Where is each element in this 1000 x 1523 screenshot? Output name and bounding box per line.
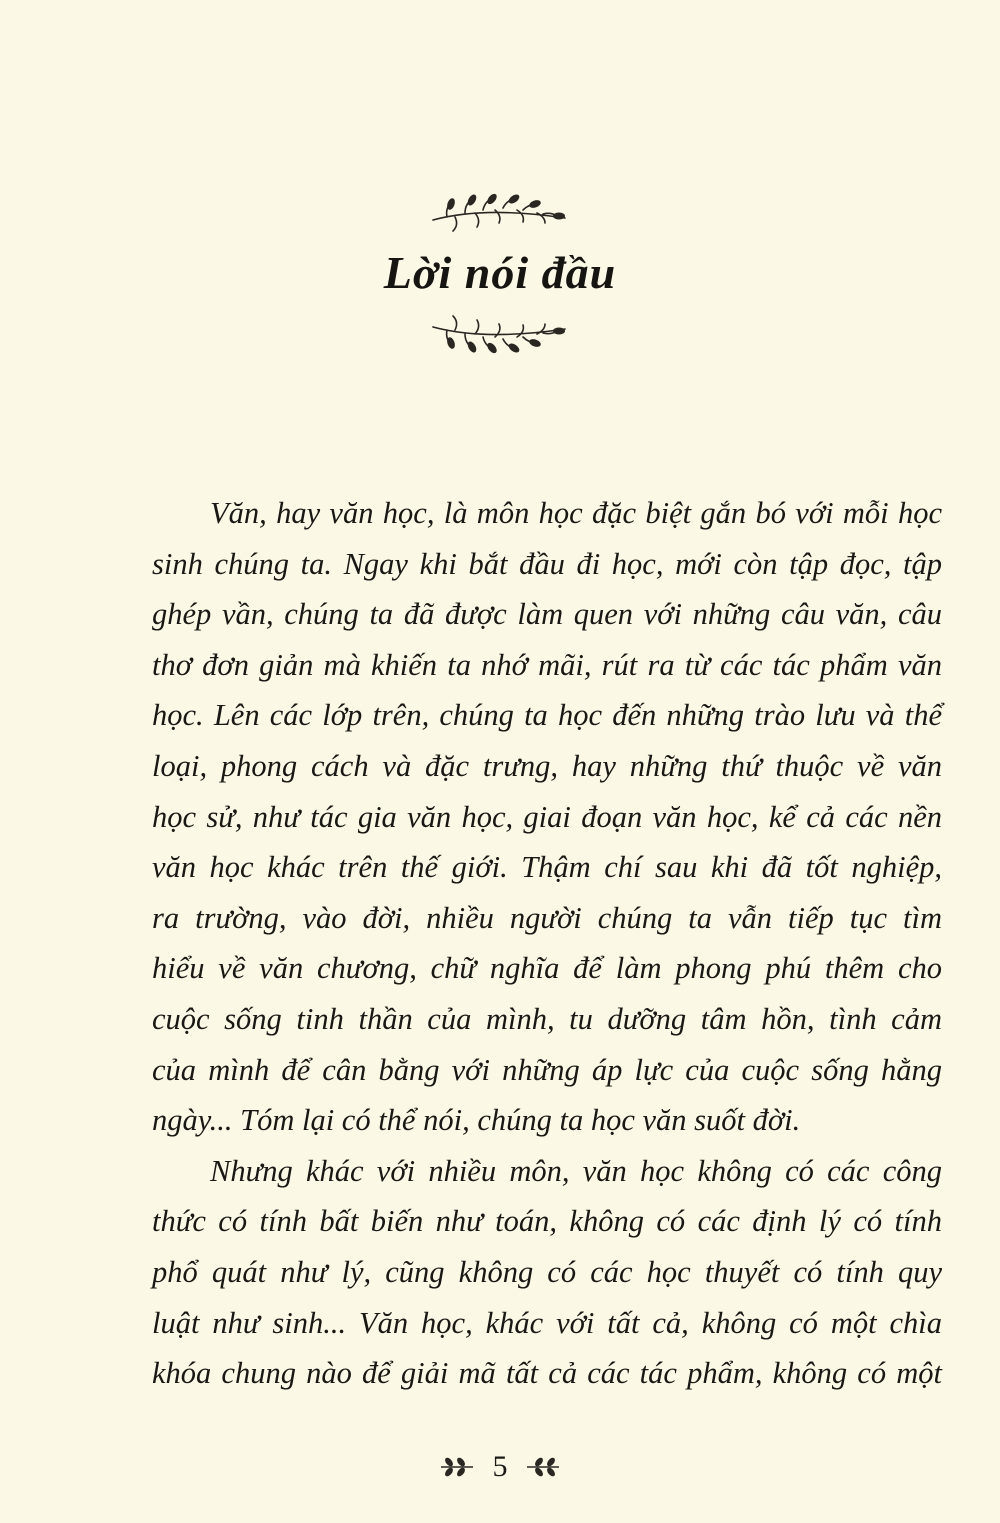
leaf-sprig-top-icon [425,190,575,234]
text-line: luật như sinh... Văn học, khác với tất cả, không có một chìa [152,1305,942,1340]
text-line: học sử, như tác gia văn học, giai đoạn văn học, kể cả các nền [152,799,942,834]
leaf-ornament-right-icon [523,1456,563,1478]
chapter-header [0,190,1000,357]
text-line: Văn, hay văn học, là môn học đặc biệt gắn bó với mỗi học [210,496,942,530]
text-line: ra trường, vào đời, nhiều người chúng ta vẫn tiếp tục tìm [152,900,942,935]
text-line: học. Lên các lớp trên, chúng ta học đến những trào lưu và thể [152,698,942,733]
text-line: loại, phong cách và đặc trưng, hay những thứ thuộc về văn [152,748,942,783]
text-line: phổ quát như lý, cũng không có các học thuyết có tính quy [152,1254,942,1289]
page-footer [0,1448,1000,1484]
text-line: thức có tính bất biến như toán, không có các định lý có tính [152,1204,942,1239]
text-line: Nhưng khác với nhiều môn, văn học không có các công [210,1153,942,1188]
body-text [152,488,942,1399]
text-line: cuộc sống tinh thần của mình, tu dưỡng tâm hồn, tình cảm [152,1001,942,1036]
text-line: của mình để cân bằng với những áp lực của cuộc sống hằng [152,1052,942,1087]
text-line: ngày... Tóm lại có thể nói, chúng ta học văn suốt đời. [152,1103,801,1138]
paragraph-2 [152,1146,942,1399]
leaf-ornament-left-icon [437,1456,477,1478]
text-line: ghép vần, chúng ta đã được làm quen với những câu văn, câu [152,597,942,632]
text-line: hiểu về văn chương, chữ nghĩa để làm phong phú thêm cho [152,951,942,986]
text-line: thơ đơn giản mà khiến ta nhớ mãi, rút ra từ các tác phẩm văn [152,647,942,682]
text-line: khóa chung nào để giải mã tất cả các tác phẩm, không có một [152,1356,942,1391]
text-line: văn học khác trên thế giới. Thậm chí sau khi đã tốt nghiệp, [152,850,942,885]
page-number: 5 [492,1450,508,1484]
page-title: Lời nói đầu [383,247,617,298]
text-line: sinh chúng ta. Ngay khi bắt đầu đi học, mới còn tập đọc, tập [152,546,942,581]
leaf-sprig-bottom-icon [425,313,575,357]
paragraph-1 [152,488,942,1146]
